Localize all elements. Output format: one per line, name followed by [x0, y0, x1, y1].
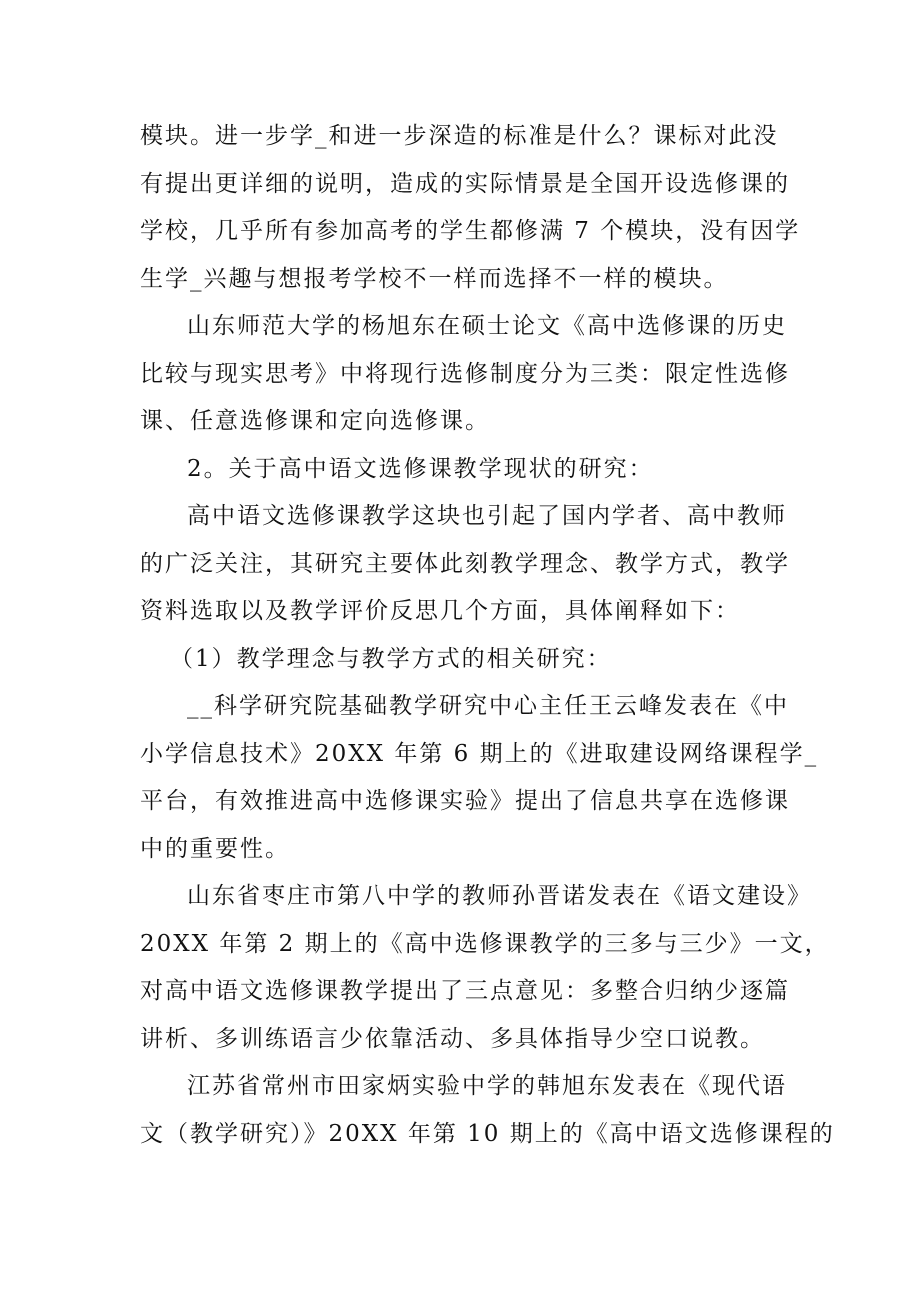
text-line: 讲析、多训练语言少依靠活动、多具体指导少空口说教。 — [140, 1025, 765, 1052]
section-heading: 2。关于高中语文选修课教学现状的研究： — [187, 455, 654, 482]
text-line: 的广泛关注，其研究主要体此刻教学理念、教学方式，教学 — [140, 550, 790, 577]
text-line: 模块。进一步学_和进一步深造的标准是什么？课标对此没 — [140, 123, 779, 149]
paragraph-first-line: __科学研究院基础教学研究中心主任王云峰发表在《中 — [187, 693, 789, 719]
paragraph-first-line: 山东省枣庄市第八中学的教师孙晋诺发表在《语文建设》 — [187, 883, 812, 909]
text-line: 对高中语文选修课教学提出了三点意见：多整合归纳少逐篇 — [140, 978, 790, 1004]
text-line: 比较与现实思考》中将现行选修制度分为三类：限定性选修 — [140, 360, 790, 387]
text-line: 文（教学研究）》20XX 年第 10 期上的《高中语文选修课程的 — [140, 1120, 835, 1147]
paragraph-first-line: 山东师范大学的杨旭东在硕士论文《高中选修课的历史 — [187, 313, 787, 339]
text-line: 中的重要性。 — [140, 835, 290, 862]
text-line: 生学_兴趣与想报考学校不一样而选择不一样的模块。 — [140, 265, 729, 292]
text-line: 20XX 年第 2 期上的《高中选修课教学的三多与三少》一文， — [140, 930, 830, 957]
document-body — [140, 113, 835, 1158]
text-line: 平台，有效推进高中选修课实验》提出了信息共享在选修课 — [140, 788, 790, 814]
text-line: 小学信息技术》20XX 年第 6 期上的《进取建设网络课程学_ — [140, 740, 819, 767]
paragraph-first-line: 江苏省常州市田家炳实验中学的韩旭东发表在《现代语 — [187, 1073, 787, 1099]
text-line: 学校，几乎所有参加高考的学生都修满 7 个模块，没有因学 — [140, 218, 801, 244]
subsection-heading: （1）教学理念与教学方式的相关研究： — [170, 645, 612, 672]
text-line: 有提出更详细的说明，造成的实际情景是全国开设选修课的 — [140, 170, 790, 197]
text-line: 资料选取以及教学评价反思几个方面，具体阐释如下： — [140, 598, 740, 624]
paragraph-first-line: 高中语文选修课教学这块也引起了国内学者、高中教师 — [187, 503, 787, 529]
text-line: 课、任意选修课和定向选修课。 — [140, 408, 490, 434]
